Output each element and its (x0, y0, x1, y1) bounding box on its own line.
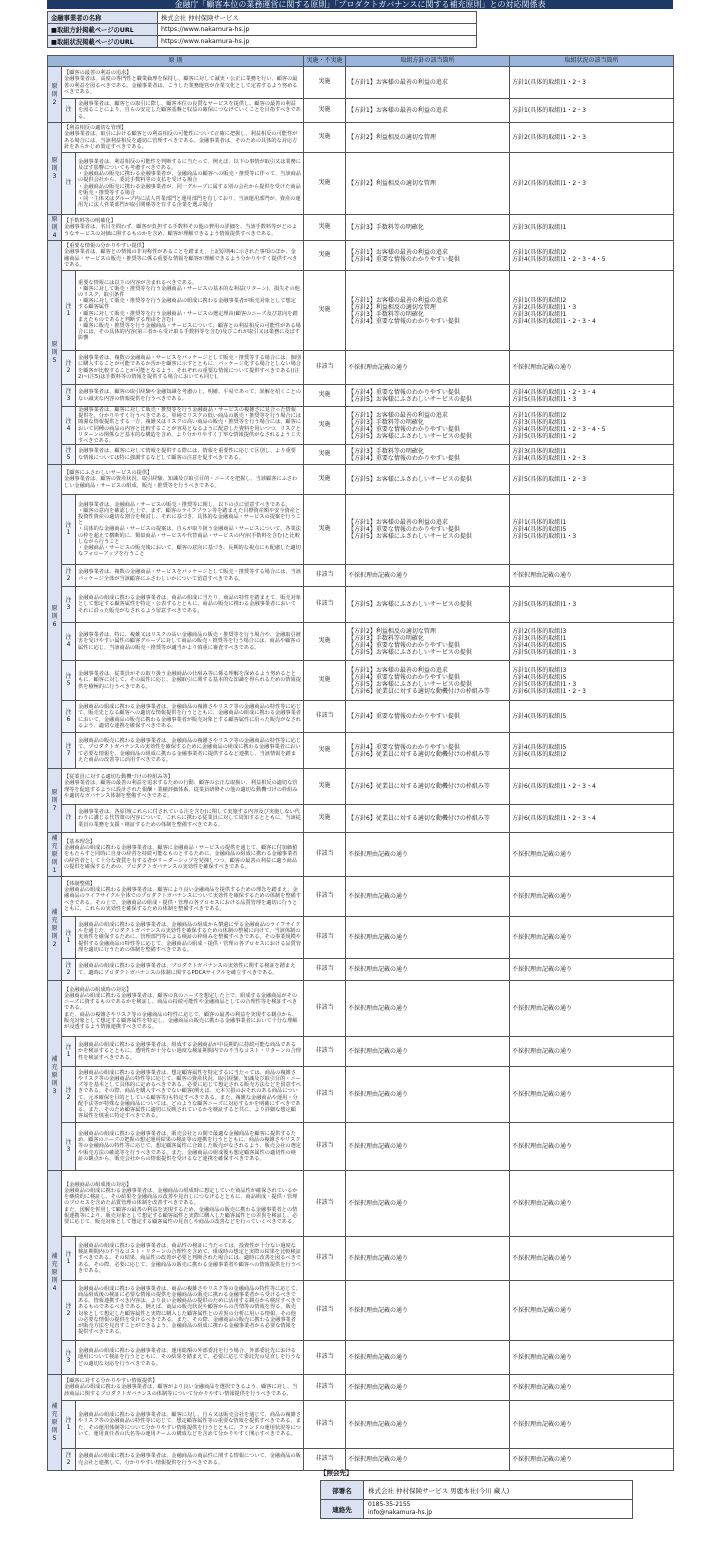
table-row (48, 769, 674, 805)
note-label: 注 6 (62, 701, 76, 733)
state-cell: 方針5(具体的取組)1・2・3 (510, 465, 674, 495)
status-cell: 非該当 (304, 1171, 346, 1237)
principle-text: 金融商品の販売に携わる金融事業者は、金融商品の複雑さやリスク等の金融商品の特性等に応じて、プロダクトガバナンスの実効性を確保するために金融商品の組成に携わる金融事業者において必要な情報を、金融商品の組成に携わる金融事業者に提供するなど連携し、当該情報を踏まえた商品の改善等に活用すべきである。 (76, 733, 304, 769)
principle-text: 【顧客の最善の利益の追求】 金融事業者は、高度の専門性と職業倫理を保持し、顧客に対して誠実・公正に業務を行い、顧客の最善の利益を図るべきである。金融事業者は、こうした業務運営が企業文化として定着するよう努めるべきである。 (62, 67, 304, 99)
status-cell: 非該当 (304, 917, 346, 959)
state-cell: 不採択理由記載の通り (510, 1281, 674, 1341)
table-row (48, 385, 674, 407)
policy-cell: 【方針5】お客様にふさわしいサービスの提供 (346, 465, 510, 495)
principle-text: 金融事業者は、複数の金融商品・サービスをパッケージとして販売・推奨等する場合には、個別に購入することが可能であるか否かを顧客に示すとともに、パッケージ化する場合としない場合を顧客が比較することが可能となるよう、それぞれの重要な情報について提供すべきである((注2)~(注5)は手数料等の情報を提供する場合においても同じ)。 (76, 351, 304, 385)
principle-text: 金融商品の組成に携わる金融事業者は、想定顧客属性を特定するに当たっては、商品の複雑さやリスク等の金融商品の特性等に応じて、顧客の資産状況、取引経験、知識及び取引目的・ニーズ等を基本として具体的に定めるべきである。必要に応じて想定される販売方法などを留意すべきである。その際、商品を購入すべきでない顧客(例えば、元本欠損のおそれのある商品について、元本確保を目的としている顧客等)も特定すべきである。また、複雑な金融商品や運用・分配手法等が特殊な金融商品については、どのような顧客ニーズに対応するかを明確にすべきである。また、そのため顧客属性に適切に反映されているかを検証すると共に、より詳細な想定顧客属性を慎重に特定すべきである。 (76, 1067, 304, 1123)
state-cell: 方針6(具体的取組)1・2・3・4 (510, 769, 674, 805)
status-cell: 非該当 (304, 701, 346, 733)
status-cell: 実施 (304, 661, 346, 701)
note-label: 注 2 (62, 1067, 76, 1123)
contact-value (364, 1500, 633, 1519)
info-key: ■取組方針掲載ページのURL (48, 24, 158, 36)
principle-text: 【顧客に対する分かりやすい情報提供】 金融商品の組成に携わる金融事業者は、顧客がより良い金融商品を選択できるよう、顧客に対し、当該商品に関するプロダクトガバナンスの体制等について分かりやすい情報提供を行うべきである。 (62, 1375, 304, 1401)
status-cell: 実施 (304, 465, 346, 495)
principle-text: 金融事業者は、従業員がその取り扱う金融商品の仕組み等に係る理解を深めるよう努めるとともに、顧客に対して、その属性に応じ、金融取引に関する基本的な知識を得られるための情報提供を積極的に行うべきである。 (76, 661, 304, 701)
policy-cell: 不採択理由記載の通り (346, 959, 510, 981)
status-cell: 実施 (304, 805, 346, 833)
policy-cell: 【方針2】利益相反の適切な管理 (346, 123, 510, 153)
status-cell: 非該当 (304, 877, 346, 917)
principle-group: 原 則 3 (48, 123, 62, 215)
state-cell: 不採択理由記載の通り (510, 1067, 674, 1123)
principle-text: 金融事業者は、特に、複雑又はリスクの高い金融商品の販売・推奨等を行う場合や、金融取引被害を受けやすい属性の顧客グループに対して商品の販売・推奨等を行う場合には、商品や顧客の属性に応じ、当該商品の販売・推奨等が適当かより慎重に審査すべきである。 (76, 623, 304, 661)
phone-number: 0185-35-2155 (368, 1501, 411, 1508)
state-cell: 不採択理由記載の通り (510, 1171, 674, 1237)
table-row (48, 833, 674, 877)
note-label: 注 (62, 153, 76, 215)
table-row (48, 981, 674, 1037)
table-row (48, 1237, 674, 1281)
table-row (48, 877, 674, 917)
header-status: 実施・不実施 (304, 56, 346, 67)
principle-text: 【体制整備】 金融商品の組成に携わる金融事業者は、顧客により良い金融商品を提供するための理念を踏まえ、金融商品のライフサイクル全体でのプロダクトガバナンスについて実効性を確保するための体制を整備すべきである。その上で、金融商品の組成・提供・管理の各プロセスにおける品質管理を適切に行うとともに、これらの実効性を確保するための体制を整備すべきである。 (62, 877, 304, 917)
policy-cell: 【方針4】重要な情報のわかりやすい提供 【方針6】従業員に対する適切な動機付けの枠組み等 (346, 733, 510, 769)
note-label: 注 3 (62, 1123, 76, 1171)
info-row (48, 36, 477, 48)
policy-cell: 【方針1】お客様の最善の利益の追求 【方針2】利益相反の適切な管理 【方針3】手数料等の明確化 【方針4】重要な情報のわかりやすい提供 (346, 271, 510, 351)
table-row (48, 917, 674, 959)
status-cell: 非該当 (304, 1281, 346, 1341)
table-row (48, 271, 674, 351)
policy-cell: 【方針1】お客様の最善の利益の追求 【方針4】重要な情報のわかりやすい提供 【方針5】お客様にふさわしいサービスの提供 (346, 495, 510, 565)
table-row (48, 445, 674, 465)
state-cell: 方針1(具体的取組)1 方針4(具体的取組)5 方針5(具体的取組)1・3 (510, 495, 674, 565)
status-cell: 非該当 (304, 565, 346, 587)
status-cell: 実施 (304, 495, 346, 565)
policy-cell: 不採択理由記載の通り (346, 1449, 510, 1471)
policy-cell: 【方針1】お客様の最善の利益の追求 (346, 67, 510, 99)
table-row (48, 805, 674, 833)
state-cell: 不採択理由記載の通り (510, 981, 674, 1037)
note-label: 注 1 (62, 1037, 76, 1067)
policy-cell: 【方針4】重要な情報のわかりやすい提供 【方針5】お客様にふさわしいサービスの提供 (346, 385, 510, 407)
table-row (48, 1067, 674, 1123)
policy-cell: 不採択理由記載の通り (346, 1341, 510, 1375)
table-row (48, 407, 674, 445)
table-row (48, 123, 674, 153)
note-label: 注 4 (62, 623, 76, 661)
principle-group: 補 充 原 則 5 (48, 1375, 62, 1471)
header-policy: 取組方針の該当箇所 (346, 56, 510, 67)
status-cell: 非該当 (304, 351, 346, 385)
principle-text: 金融商品の組成に携わる金融事業者は、金融商品の商品性に関する情報について、金融商品の販売会社と連携して、分かりやすい情報提供を行うべきである。 (76, 1449, 304, 1471)
principle-text: 金融事業者は、顧客の取引経験や金融知識を考慮の上、明確、平易であって、誤解を招くことのない誠実な内容の情報提供を行うべきである。 (76, 385, 304, 407)
policy-cell: 不採択理由記載の通り (346, 1171, 510, 1237)
table-row (48, 99, 674, 123)
status-cell: 非該当 (304, 959, 346, 981)
principle-group: 補 充 原 則 2 (48, 877, 62, 981)
table-row (48, 1037, 674, 1067)
status-cell: 実施 (304, 445, 346, 465)
state-cell: 方針1(具体的取組)3 方針4(具体的取組)5 方針5(具体的取組)1・3 方針6(具体的取組)1・2・3 (510, 661, 674, 701)
note-label: 注 3 (62, 385, 76, 407)
principle-text: 重要な情報には以下の内容が含まれるべきである。 ・顧客に対して販売・推奨等を行う金融商品・サービスの基本的な利益(リターン)、損失その他のリスク、取引条件 ・顧客に対して販売・推奨等を行う金融商品の組成に携わる金融事業者が販売対象として想定する顧客属性 ・顧客に対して販売・推奨等を行う金融商品・サービスの選定理由(顧客のニーズ及び意向を踏まえたものであると判断する理由を含む) ・顧客に販売・推奨等を行う金融商品・サービスについて、顧客との利益相反の可能性がある場合には、その具体的内容(第三者から受け取る手数料等を含む)及びこれが取引又は業務に及ぼす影響 (76, 271, 304, 351)
state-cell: 不採択理由記載の通り (510, 1401, 674, 1449)
policy-cell: 不採択理由記載の通り (346, 1281, 510, 1341)
status-cell: 実施 (304, 407, 346, 445)
principle-group: 原 則 4 (48, 215, 62, 241)
state-cell: 不採択理由記載の通り (510, 1237, 674, 1281)
status-cell: 実施 (304, 271, 346, 351)
state-cell: 方針4(具体的取組)1・2・3・4 方針5(具体的取組)1・3 (510, 385, 674, 407)
status-cell: 実施 (304, 733, 346, 769)
principle-text: 金融事業者は、複数の金融商品・サービスをパッケージとして販売・推奨等する場合には、当該パッケージ全体が当該顧客にふさわしいかについて留意すべきである。 (76, 565, 304, 587)
note-label: 注 1 (62, 1237, 76, 1281)
policy-cell: 【方針5】お客様にふさわしいサービスの提供 (346, 587, 510, 623)
policy-cell: 不採択理由記載の通り (346, 917, 510, 959)
state-cell: 不採択理由記載の通り (510, 877, 674, 917)
status-cell: 非該当 (304, 1449, 346, 1471)
state-cell: 不採択理由記載の通り (510, 917, 674, 959)
principle-text: 金融商品の組成に携わる金融事業者は、商品の組成に当たり、商品の特性を踏まえて、販売対象として想定する顧客属性を特定・公表するとともに、商品の販売に携わる金融事業者においてそれに沿った販売がなされるよう留意すべきである。 (76, 587, 304, 623)
table-row (48, 67, 674, 99)
contact-label: 連絡先 (321, 1500, 364, 1519)
table-row (48, 733, 674, 769)
principle-text: 金融事業者は、顧客に対して販売・推奨等を行う金融商品・サービスの複雑さに見合った情報提供を、分かりやすく行うべきである。単純でリスクの低い商品の販売・推奨等を行う場合には簡潔な情報提供とする一方、複雑又はリスクの高い商品の販売・推奨等を行う場合には、顧客において同種の商品の内容と比較することが容易となるように配意した資料を用いつつ、リスクとリターンの関係など基本的な構造を含め、より分かりやすく丁寧な情報提供がなされるよう工夫すべきである。 (76, 407, 304, 445)
policy-cell: 【方針1】お客様の最善の利益の追求 【方針4】重要な情報のわかりやすい提供 【方針5】お客様にふさわしいサービスの提供 【方針6】従業員に対する適切な動機付けの枠組み等 (346, 661, 510, 701)
status-cell: 実施 (304, 769, 346, 805)
table-row (48, 1449, 674, 1471)
note-label: 注 2 (62, 959, 76, 981)
table-row (48, 623, 674, 661)
principle-text: 金融商品の組成に携わる金融事業者は、金融商品の組成から償還に至る金融商品のライフサイクルを通じた、プロダクトガバナンスの実効性を確保するための体制の整備に向けて、当該体制の実効性を確保するために、管理部門等による検証の枠組みを整備すべきである。その事業規模や提供する金融商品の特性等に応じて、金融商品の組成・提供・管理の各プロセスにおける品質管理を適切に行うための体制を整備すべきである。 (76, 917, 304, 959)
header-state: 取組状況の該当箇所 (510, 56, 674, 67)
table-row (48, 959, 674, 981)
state-cell: 不採択理由記載の通り (510, 565, 674, 587)
policy-cell: 不採択理由記載の通り (346, 833, 510, 877)
state-cell: 方針5(具体的取組)1・3 (510, 587, 674, 623)
status-cell: 非該当 (304, 587, 346, 623)
info-row (48, 12, 477, 24)
note-label: 注 (62, 805, 76, 833)
correspondence-table (47, 55, 674, 1471)
state-cell: 方針1(具体的取組)1・2・3 (510, 99, 674, 123)
table-row (48, 495, 674, 565)
state-cell: 不採択理由記載の通り (510, 351, 674, 385)
principle-group: 補 充 原 則 3 (48, 981, 62, 1171)
policy-cell: 【方針1】お客様の最善の利益の追求 (346, 99, 510, 123)
dept-label: 部署名 (321, 1481, 364, 1500)
principle-text: 金融事業者は、顧客との取引に際し、顧客本位の良質なサービスを提供し、顧客の最善の利益を図ることにより、自らの安定した顧客基盤と収益の確保につなげていくことを目指すべきである。 (76, 99, 304, 123)
principle-text: 金融商品の組成に携わる金融事業者は、顧客に対し、自ら又は販売会社を通じて、商品の複雑さやリスク等の金融商品の特性等に応じて、想定顧客属性等の重要な情報を提供すべきである。また、その運用体制等について分かりやすい情報提供を行うとともに、ファンドの運用状況等について、運用責任者の氏名等の運用チームの構成などを含めて分かりやすく開示すべきである。 (76, 1401, 304, 1449)
policy-cell: 不採択理由記載の通り (346, 1067, 510, 1123)
table-row (48, 565, 674, 587)
company-info-table (47, 11, 477, 48)
policy-cell: 【方針3】手数料等の明確化 【方針4】重要な情報のわかりやすい提供 (346, 445, 510, 465)
info-key: ■取組状況掲載ページのURL (48, 36, 158, 48)
status-cell: 非該当 (304, 1237, 346, 1281)
state-cell: 方針2(具体的取組)1・2・3 (510, 123, 674, 153)
principle-group: 補 充 原 則 4 (48, 1171, 62, 1375)
status-cell: 実施 (304, 215, 346, 241)
state-cell: 方針2(具体的取組)1・2・3 (510, 153, 674, 215)
principle-group: 原 則 7 (48, 769, 62, 833)
state-cell: 方針2(具体的取組)3 方針3(具体的取組)1 方針4(具体的取組)5 方針5(具体的取組)1・3 (510, 623, 674, 661)
info-value[interactable]: https://www.nakamura-hs.jp (158, 24, 477, 36)
principle-group: 原 則 2 (48, 67, 62, 123)
principle-group: 原 則 6 (48, 465, 62, 769)
state-cell: 方針1(具体的取組)2 方針4(具体的取組)1・2・3・4・5 (510, 241, 674, 271)
status-cell: 非該当 (304, 833, 346, 877)
status-cell: 非該当 (304, 1037, 346, 1067)
state-cell: 方針6(具体的取組)1・2・3・4 (510, 805, 674, 833)
policy-cell: 【方針3】手数料等の明確化 (346, 215, 510, 241)
table-row (48, 1375, 674, 1401)
principle-text: 【金融商品の組成時の対応】 金融商品の組成に携わる金融事業者は、顧客の真のニーズを想定した上で、組成する金融商品がそのニーズに資するものであるかを検証し、商品の持続可能性や金融商品としての合理性等を検証すべきである。 また、商品の複雑さやリスク等の金融商品の特性に応じて、顧客の最善の利益を実現する観点から、販売対象として想定する顧客属性を特定し、金融商品の販売に携わる金融事業者において十分な理解が浸透するよう情報連携すべきである。 (62, 981, 304, 1037)
principle-text: 金融商品の組成に携わる金融事業者は、プロダクトガバナンスの実効性に関する検証を踏まえて、適時にプロダクトガバナンスの体制に関するPDCAサイクルを確立すべきである。 (76, 959, 304, 981)
status-cell: 非該当 (304, 1067, 346, 1123)
principle-text: 【利益相反の適切な管理】 金融事業者は、取引における顧客との利益相反の可能性について正確に把握し、利益相反の可能性がある場合には、当該利益相反を適切に管理すべきである。金融事業者は、そのための具体的な対応方針をあらかじめ策定すべきである。 (62, 123, 304, 153)
policy-cell: 【方針6】従業員に対する適切な動機付けの枠組み等 (346, 769, 510, 805)
status-cell: 非該当 (304, 1341, 346, 1375)
note-label: 注 1 (62, 917, 76, 959)
status-cell: 実施 (304, 385, 346, 407)
table-header-row (48, 56, 674, 67)
policy-cell: 【方針6】従業員に対する適切な動機付けの枠組み等 (346, 805, 510, 833)
status-cell: 実施 (304, 153, 346, 215)
note-label: 注 2 (62, 1449, 76, 1471)
principle-text: 【従業員に対する適切な動機づけの枠組み等】 金融事業者は、顧客の最善の利益を追求するための行動、顧客の公正な取扱い、利益相反の適切な管理等を促進するように設計された報酬・業績評価体系、従業員研修その他の適切な動機づけの枠組みや適切なガバナンス体制を整備すべきである。 (62, 769, 304, 805)
principle-text: 金融事業者は、金融商品・サービスの販売・推奨等に関し、以下の点に留意すべきである。 ・顧客の意向を確認した上で、まず、顧客のライフプラン等を踏まえた目標資産額や安全資産と投資性資産の適切な割合を検討し、それに基づき、具体的な金融商品・サービスの提案を行うこと ・具体的な金融商品・サービスの提案は、自らが取り扱う金融商品・サービスについて、各業法の枠を超えて横断的に、類似商品・サービスや代替商品・サービスの内容(手数料を含む)と比較しながら行うこと ・金融商品・サービスの販売後において、顧客の意向に基づき、長期的な視点にも配慮した適切なフォローアップを行うこと (76, 495, 304, 565)
policy-cell: 【方針1】お客様の最善の利益の追求 【方針4】重要な情報のわかりやすい提供 (346, 241, 510, 271)
principle-group: 原 則 5 (48, 241, 62, 465)
policy-cell: 不採択理由記載の通り (346, 1237, 510, 1281)
note-label: 注 1 (62, 495, 76, 565)
note-label: 注 4 (62, 407, 76, 445)
principle-text: 金融事業者は、顧客に対して情報を提供する際には、情報を重要性に応じて区別し、より重要な情報については特に強調するなどして顧客の注意を促すべきである。 (76, 445, 304, 465)
principle-group: 補 充 原 則 1 (48, 833, 62, 877)
policy-cell: 不採択理由記載の通り (346, 1123, 510, 1171)
status-cell: 実施 (304, 99, 346, 123)
state-cell: 不採択理由記載の通り (510, 1341, 674, 1375)
table-row (48, 215, 674, 241)
principle-text: 金融商品の組成に携わる金融事業者は、商品の複雑さやリスク等の金融商品の特性等に応じて、商品組成後の検証に必要な情報の提供を金融商品の販売に携わる金融事業者から受けるべきである。情報連携すべき内容は、より良い金融商品の提供のために活用する観点から検討すべきであるものであるべきである。例えば、商品の販売状況や顧客からの苦情等の情報を得る、販売対象として想定した顧客属性と実際に購入した顧客属性との差異の分析に用いる情報、その他の必要な情報の提供を受けるべきである。また、その際、金融商品の販売に携わる金融事業者が販売方法を見直すことができるよう、金融商品の組成に携わる金融事業者から必要な情報を提供すべきである。 (76, 1281, 304, 1341)
note-label: 注 1 (62, 1401, 76, 1449)
policy-cell: 不採択理由記載の通り (346, 351, 510, 385)
note-label: 注 5 (62, 445, 76, 465)
contact-dept-row (321, 1481, 633, 1500)
status-cell: 非該当 (304, 1401, 346, 1449)
note-label: 注 3 (62, 1341, 76, 1375)
note-label: 注 2 (62, 565, 76, 587)
table-row (48, 1341, 674, 1375)
table-row (48, 1401, 674, 1449)
table-row (48, 1171, 674, 1237)
policy-cell: 【方針2】利益相反の適切な管理 【方針3】手数料等の明確化 【方針4】重要な情報のわかりやすい提供 【方針5】お客様にふさわしいサービスの提供 (346, 623, 510, 661)
dept-value: 株式会社 仲村保険サービス 男鹿本社(今川 藏人) (364, 1481, 633, 1500)
status-cell: 実施 (304, 623, 346, 661)
state-cell: 不採択理由記載の通り (510, 1449, 674, 1471)
status-cell: 実施 (304, 123, 346, 153)
principle-text: 金融商品の組成に携わる金融事業者は、商品性の検証に当たっては、投資性が十分ない過度な検証期間内の不当なコスト・リターンの合理性を含めて、組成時の想定と実際の結果を比較検証すべきである。その結果、商品性の改善が必要と判断された場合には、適時に改善を図るべきである。その際、必要に応じて、金融商品の販売に携わる金融事業者や顧客への情報提供を行うべきである。 (76, 1237, 304, 1281)
note-label: 注 1 (62, 271, 76, 351)
table-row (48, 1281, 674, 1341)
note-label: 注 2 (62, 351, 76, 385)
policy-cell: 不採択理由記載の通り (346, 877, 510, 917)
note-label: 注 (62, 99, 76, 123)
status-cell: 実施 (304, 241, 346, 271)
state-cell: 方針3(具体的取組)1 (510, 215, 674, 241)
policy-cell: 【方針2】利益相反の適切な管理 (346, 153, 510, 215)
note-label: 注 7 (62, 733, 76, 769)
policy-cell: 不採択理由記載の通り (346, 1401, 510, 1449)
state-cell: 不採択理由記載の通り (510, 1037, 674, 1067)
state-cell: 方針4(具体的取組)5 方針6(具体的取組)2 (510, 733, 674, 769)
note-label: 注 5 (62, 661, 76, 701)
document-title: 金融庁「顧客本位の業務運営に関する原則」「プロダクトガバナンスに関する補充原則」との対応関係表 (47, 0, 673, 9)
status-cell: 実施 (304, 67, 346, 99)
policy-cell: 不採択理由記載の通り (346, 1375, 510, 1401)
principle-text: 【顧客にふさわしいサービスの提供】 金融事業者は、顧客の資産状況、取引経験、知識及び取引目的・ニーズを把握し、当該顧客にふさわしい金融商品・サービスの組成、販売・推奨等を行うべきである。 (62, 465, 304, 495)
policy-cell: 【方針4】重要な情報のわかりやすい提供 (346, 701, 510, 733)
table-row (48, 587, 674, 623)
state-cell: 方針4(具体的取組)5 (510, 701, 674, 733)
state-cell: 不採択理由記載の通り (510, 833, 674, 877)
note-label: 注 3 (62, 587, 76, 623)
status-cell: 非該当 (304, 981, 346, 1037)
status-cell: 非該当 (304, 1123, 346, 1171)
info-value[interactable]: https://www.nakamura-hs.jp (158, 36, 477, 48)
principle-text: 金融事業者は、利益相反の可能性を判断するに当たって、例えば、以下の事情が取引又は業務に及ぼす影響についても考慮すべきである。 ・金融商品の販売に携わる金融事業者が、金融商品の顧客への販売・推奨等に伴って、当該商品の提供会社から、委託手数料等の支払を受ける場合 ・金融商品の販売に携わる金融事業者が、同一グループに属する別の会社から提供を受けた商品を販売・推奨等する場合 ・同一主体又はグループ内に法人営業部門と運用部門を有しており、当該運用部門が、資産の運用先に法人営業部門が取引関係等を有する企業を選ぶ場合 (76, 153, 304, 215)
info-row (48, 24, 477, 36)
state-cell: 方針1(具体的取組)1・2・3 (510, 67, 674, 99)
principle-text: 金融商品の組成に携わる金融事業者は、金融商品の複雑さやリスク等の金融商品の特性等に応じて、販売先となる顧客への適切な情報提供を行うとともに、金融商品の組成に携わる金融事業者において、金融商品の販売に携わる金融事業者が販売対象とする顧客属性に沿った販売がなされるよう、適切な連携を確保すべきである。 (76, 701, 304, 733)
principle-text: 【基本理念】 金融商品の組成に携わる金融事業者は、顧客に金融商品・サービスの提供を通じて、顧客に付加価値をもたらすと同時に自身の経営を持続可能なものとするために、金融商品の組成に携わる金融事業者の経営者として十分な資質を有する者がリーダーシップを発揮しつつ、顧客の最善の利益に適う商品の提供を確保するための、プロダクトガバナンスの実効性を確保すべきである。 (62, 833, 304, 877)
table-row (48, 701, 674, 733)
table-row (48, 465, 674, 495)
state-cell: 方針1(具体的取組)2 方針2(具体的取組)1・3 方針3(具体的取組)1 方針4(具体的取組)1・2・3・4 (510, 271, 674, 351)
principle-text: 金融商品の組成に携わる金融事業者は、販売会社との間で最適な金融商品を顧客に提供するため、顧客のニーズの把握の想定運用結果の検証等の連携を行うとともに、商品の複雑さやリスク等の金融商品の特性等に応じて、想定顧客属性に合致した販売がなされるよう、販売会社の選定や販売方法の確認等を行うべきである。また、金融商品の組成後も想定顧客属性の適切性の検証の観点から、販売会社からの情報提供を受けるなど連携を確保すべきである。 (76, 1123, 304, 1171)
principle-text: 【重要な情報の分かりやすい提供】 金融事業者は、顧客との情報の非対称性があることを踏まえ、上記原則4に示された事項のほか、金融商品・サービスの販売・推奨等に係る重要な情報を顧客が理解できるよう分かりやすく提供すべきである。 (62, 241, 304, 271)
principle-text: 金融商品の組成に携わる金融事業者は、運用総額の外部委託を行う場合、外部委託先における運用について検証を行うとともに、その結果を踏まえて、必要に応じて委託先の見直しを行うなどの適切な対応を行うべきである。 (76, 1341, 304, 1375)
state-cell: 方針3(具体的取組)1 方針4(具体的取組)1・2・3 (510, 445, 674, 465)
info-value: 株式会社 仲村保険サービス (158, 12, 477, 24)
state-cell: 不採択理由記載の通り (510, 1375, 674, 1401)
contact-info-row (321, 1500, 633, 1519)
state-cell: 不採択理由記載の通り (510, 959, 674, 981)
email-address[interactable]: info@nakamura-hs.jp (368, 1509, 433, 1516)
table-row (48, 661, 674, 701)
principle-text: 金融商品の組成に携わる金融事業者は、組成する金融商品が中長期的に持続可能な商品であるかを検証するとともに、透明性が十分ない過度な検証期間内での不当なコスト・リターンの合理性を検証すべきである。 (76, 1037, 304, 1067)
table-row (48, 1123, 674, 1171)
principle-text: 【手数料等の明確化】 金融事業者は、名目を問わず、顧客が負担する手数料その他の費用の詳細を、当該手数料等がどのようなサービスの対価に関するものかを含め、顧客が理解できるよう情報提供すべきである。 (62, 215, 304, 241)
policy-cell: 不採択理由記載の通り (346, 981, 510, 1037)
principle-text: 【金融商品の組成後の対応】 金融商品の組成に携わる金融事業者は、金融商品の組成時に想定していた商品性が確保されているかを継続的に検証し、その結果を金融商品の改善や見直しにつなげるとともに、商品組成・提供・管理のプロセスを含めた品質管理の体制を改善すべきである。 また、図解を併用して顧客の最善の利益を実現するため、金融商品の販売に携わる金融事業者との情報連携等により、販売対象として想定する顧客属性と実際に購入した顧客属性との差異を検証し、必要に応じて、販売対象として想定する顧客属性の見直しや商品の改善などを行っていくべきである。 (62, 1171, 304, 1237)
info-key: 金融事業者の名称 (48, 12, 158, 24)
state-cell: 方針1(具体的取組)2 方針3(具体的取組)1 方針4(具体的取組)1・2・3・4・5 方針5(具体的取組)1・2 (510, 407, 674, 445)
status-cell: 非該当 (304, 1375, 346, 1401)
header-principle: 原 則 (48, 56, 304, 67)
note-label: 注 2 (62, 1281, 76, 1341)
contact-table (320, 1480, 633, 1519)
table-row (48, 153, 674, 215)
policy-cell: 不採択理由記載の通り (346, 1037, 510, 1067)
principle-text: 金融事業者は、各原則(これらに付されている注を含む)に関して実施する内容及び実施しない代わりに講じる代替策の内容について、これらに携わる従業員に対して周知するとともに、当該従業員の業務を支援・検証するための体制を整備すべきである。 (76, 805, 304, 833)
contact-heading: 【照会先】 (320, 1469, 353, 1477)
state-cell: 不採択理由記載の通り (510, 1123, 674, 1171)
policy-cell: 【方針1】お客様の最善の利益の追求 【方針3】手数料等の明確化 【方針4】重要な情報のわかりやすい提供 【方針5】お客様にふさわしいサービスの提供 (346, 407, 510, 445)
table-row (48, 351, 674, 385)
policy-cell: 不採択理由記載の通り (346, 565, 510, 587)
table-row (48, 241, 674, 271)
